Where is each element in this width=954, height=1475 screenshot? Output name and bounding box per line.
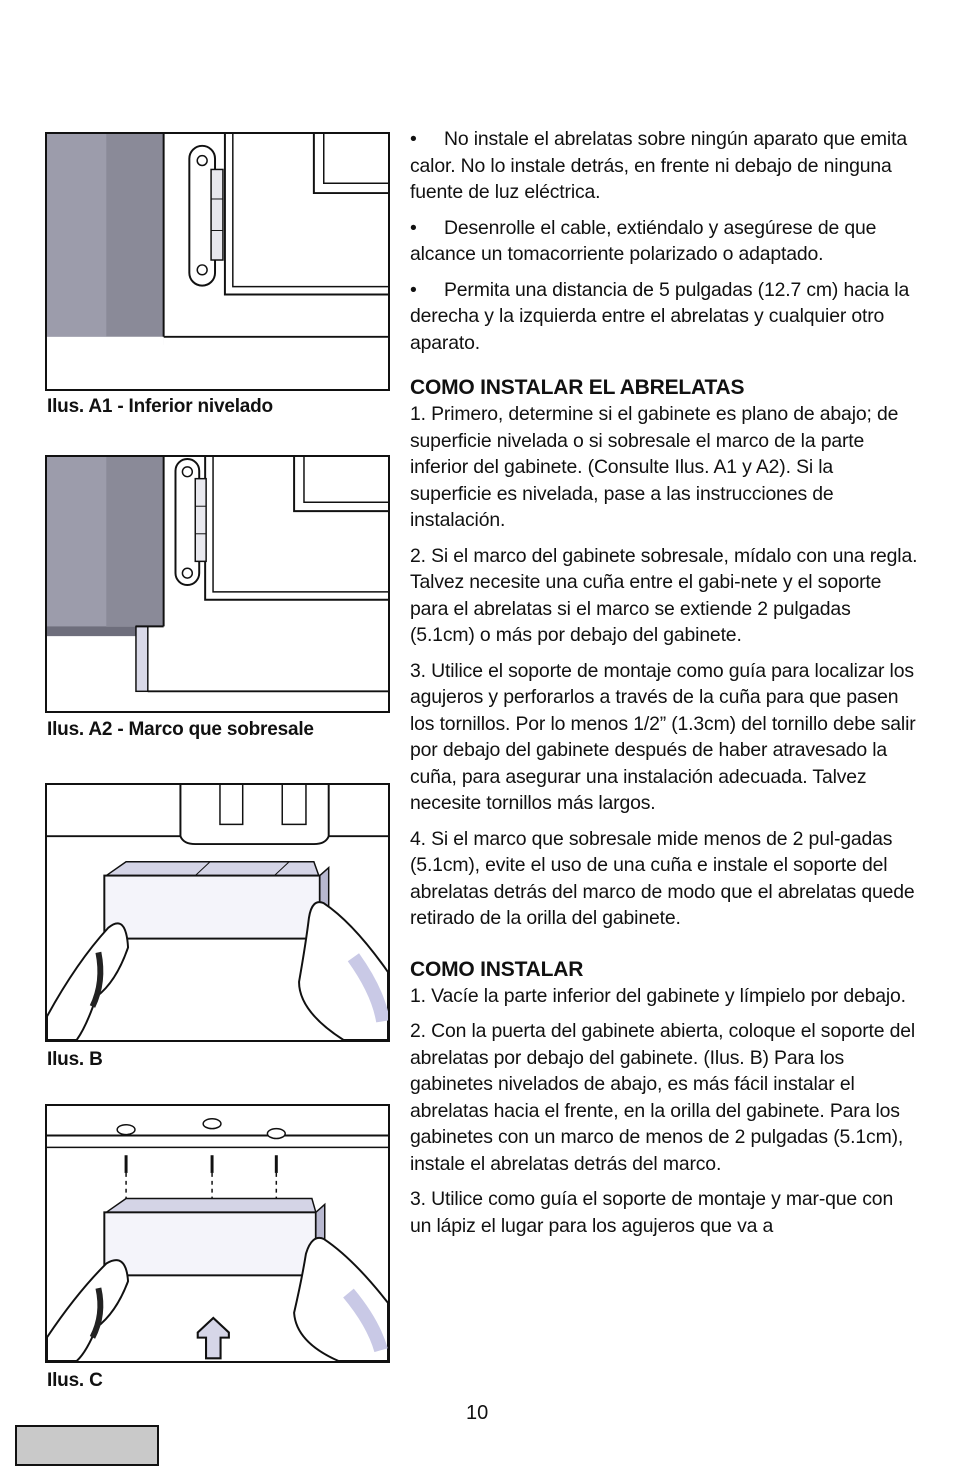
section-heading-install-opener: COMO INSTALAR EL ABRELATAS bbox=[410, 376, 745, 399]
bullet-item bbox=[410, 277, 918, 357]
figure-a2-caption: Ilus. A2 - Marco que sobresale bbox=[47, 719, 314, 740]
screw-mounting-illustration bbox=[47, 1106, 388, 1361]
bracket-positioning-illustration bbox=[47, 785, 388, 1040]
step-paragraph: 2. Con la puerta del gabinete abierta, coloque el soporte del abrelatas por debajo del gabinete. (Ilus. B) Para los gabinetes nivelados de abajo, es más fácil instalar el abrelatas hacia el frente, en la orilla del gabinete. Para los gabinetes con un marco de menos de 2 pulgadas (5.1cm), instale el abrelatas detrás del marco. bbox=[410, 1020, 916, 1175]
bullet-text: Desenrolle el cable, extiéndalo y asegúrese de que alcance un tomacorriente polarizado o adaptado. bbox=[410, 216, 877, 265]
step-paragraph: 1. Primero, determine si el gabinete es plano de abajo; de superficie nivelada o si sobresale el marco de la parte inferior del gabinete. (Consulte Ilus. A1 y A2). Si la superficie es nivelada, pase a las instrucciones de instalación. bbox=[410, 403, 899, 531]
bullet-icon: • bbox=[410, 128, 417, 150]
figure-a2-image bbox=[45, 455, 390, 713]
language-tab-marker bbox=[15, 1425, 159, 1466]
figure-c-image bbox=[45, 1104, 390, 1363]
step-paragraph: 4. Si el marco que sobresale mide menos de 2 pul-gadas (5.1cm), evite el uso de una cuña e instale el soporte del abrelatas detrás del marco de modo que el abrelatas quede retirado de la orilla del gabinete. bbox=[410, 827, 915, 929]
bullet-item bbox=[410, 126, 918, 206]
cabinet-frame-illustration bbox=[47, 457, 388, 711]
figure-b-caption: Ilus. B bbox=[47, 1049, 103, 1070]
step-paragraph: 1. Vacíe la parte inferior del gabinete y límpielo por debajo. bbox=[410, 984, 906, 1007]
bullet-icon: • bbox=[410, 216, 417, 239]
figure-b-image bbox=[45, 783, 390, 1042]
step-paragraph: 2. Si el marco del gabinete sobresale, mídalo con una regla. Talvez necesite una cuña entre el gabi-nete y el soporte para el abrelatas si el marco se extiende 2 pulgadas (5.1cm) o más por debajo del gabinete. bbox=[410, 544, 918, 646]
step-paragraph: 3. Utilice como guía el soporte de montaje y mar-que con un lápiz el lugar para los agujeros que va a bbox=[410, 1188, 894, 1237]
page-number: 10 bbox=[466, 1402, 489, 1424]
bullet-text: Permita una distancia de 5 pulgadas (12.7 cm) hacia la derecha y la izquierda entre el abrelatas y cualquier otro aparato. bbox=[410, 278, 910, 354]
figure-a1-caption: Ilus. A1 - Inferior nivelado bbox=[47, 396, 273, 417]
bullet-icon: • bbox=[410, 278, 417, 301]
figure-a1-image bbox=[45, 132, 390, 391]
cabinet-flush-illustration bbox=[47, 134, 388, 389]
bullet-item bbox=[410, 215, 918, 268]
step-paragraph: 3. Utilice el soporte de montaje como guía para localizar los agujeros y perforarlos a través de la cuña para que pasen los tornillos. Por lo menos 1/2” (1.3cm) del tornillo debe salir por debajo del gabinete después de haber atravesado la cuña, para asegurar una instalación adecuada. Talvez necesite tornillos más largos. bbox=[410, 659, 916, 814]
bullet-text: No instale el abrelatas sobre ningún aparato que emita calor. No lo instale detrás, en frente ni debajo de ninguna fuente de luz eléctrica. bbox=[410, 128, 907, 203]
figure-c-caption: Ilus. C bbox=[47, 1370, 103, 1391]
section-heading-install: COMO INSTALAR bbox=[410, 957, 584, 981]
instructions-column bbox=[410, 126, 918, 1248]
